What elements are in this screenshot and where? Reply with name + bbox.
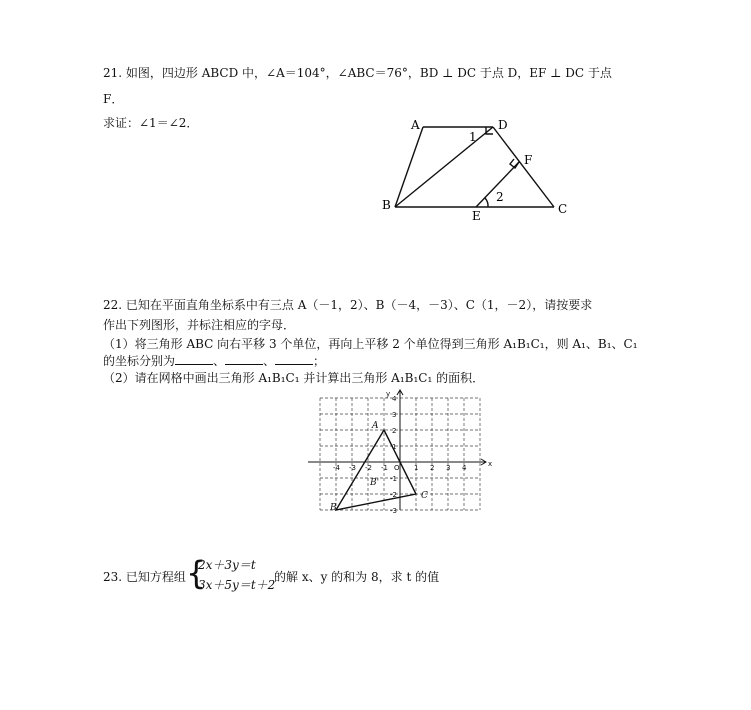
x-tick: -1 <box>381 464 388 472</box>
label-c: C <box>558 202 568 216</box>
y-tick: -3 <box>390 507 397 515</box>
y-tick: 1 <box>392 443 397 451</box>
label-angle-2: 2 <box>496 190 504 204</box>
label-b: B <box>382 198 391 212</box>
point-label-b-prime: B' <box>370 478 380 488</box>
q22-line-5: （2）请在网格中画出三角形 A₁B₁C₁ 并计算出三角形 A₁B₁C₁ 的面积． <box>103 371 485 385</box>
answer-blank-b1[interactable] <box>225 354 263 365</box>
y-axis-label: y <box>386 390 391 398</box>
x-tick: -2 <box>365 464 372 472</box>
q22-line-3: （1）将三角形 ABC 向右平移 3 个单位，再向上平移 2 个单位得到三角形 A₁B₁C₁，则 A₁、B₁、C₁ <box>103 337 638 351</box>
system-brace: { <box>186 554 207 592</box>
triangle-abc <box>336 430 419 510</box>
q21-line-1: 21. 如图，四边形 ABCD 中，∠A＝104°，∠ABC＝76°，BD ⊥ DC 于点 D，EF ⊥ DC 于点 <box>103 66 612 80</box>
x-tick: -4 <box>333 464 340 472</box>
origin-label: O <box>394 464 400 472</box>
label-d: D <box>498 118 508 132</box>
x-tick: -3 <box>349 464 356 472</box>
q22-grid-figure[interactable] <box>306 386 493 515</box>
q23-prefix: 23. 已知方程组 <box>103 570 186 584</box>
semicolon: ； <box>313 354 326 368</box>
q23-suffix: 的解 x、y 的和为 8，求 t 的值 <box>274 570 440 584</box>
q23-equation-1: 2x＋3y＝t <box>198 558 256 572</box>
separator: 、 <box>213 354 226 368</box>
y-tick: 4 <box>392 395 397 403</box>
label-angle-1: 1 <box>469 130 477 144</box>
point-label-a: A <box>372 421 379 431</box>
label-e: E <box>472 209 481 223</box>
q23-equation-2: 3x＋5y＝t＋2 <box>198 578 276 592</box>
x-tick: 4 <box>462 464 467 472</box>
y-tick: 3 <box>392 411 397 419</box>
q22-line-2: 作出下列图形，并标注相应的字母． <box>103 318 296 332</box>
q21-line-3: 求证：∠1＝∠2． <box>103 116 199 130</box>
angle-2-arc <box>485 198 488 207</box>
answer-blank-c1[interactable] <box>275 354 313 365</box>
label-f: F <box>524 153 533 167</box>
y-tick: -2 <box>390 491 397 499</box>
y-tick: 2 <box>392 427 397 435</box>
q21-line-2: F． <box>103 92 124 106</box>
x-tick: 2 <box>430 464 435 472</box>
q21-figure <box>370 112 580 224</box>
q22-coords-prompt: 的坐标分别为 <box>103 354 176 368</box>
point-label-b: B <box>330 503 337 513</box>
separator: 、 <box>263 354 276 368</box>
x-tick: 1 <box>414 464 419 472</box>
q22-line-1: 22. 已知在平面直角坐标系中有三点 A（－1，2）、B（－4，－3）、C（1，－2），请按要求 <box>103 298 593 312</box>
answer-blank-a1[interactable] <box>175 354 213 365</box>
x-axis-label: x <box>488 460 493 468</box>
q22-line-4 <box>103 354 325 368</box>
x-tick: 3 <box>446 464 451 472</box>
label-a: A <box>411 118 420 132</box>
point-label-c: C <box>421 491 428 501</box>
y-tick: -1 <box>390 475 397 483</box>
